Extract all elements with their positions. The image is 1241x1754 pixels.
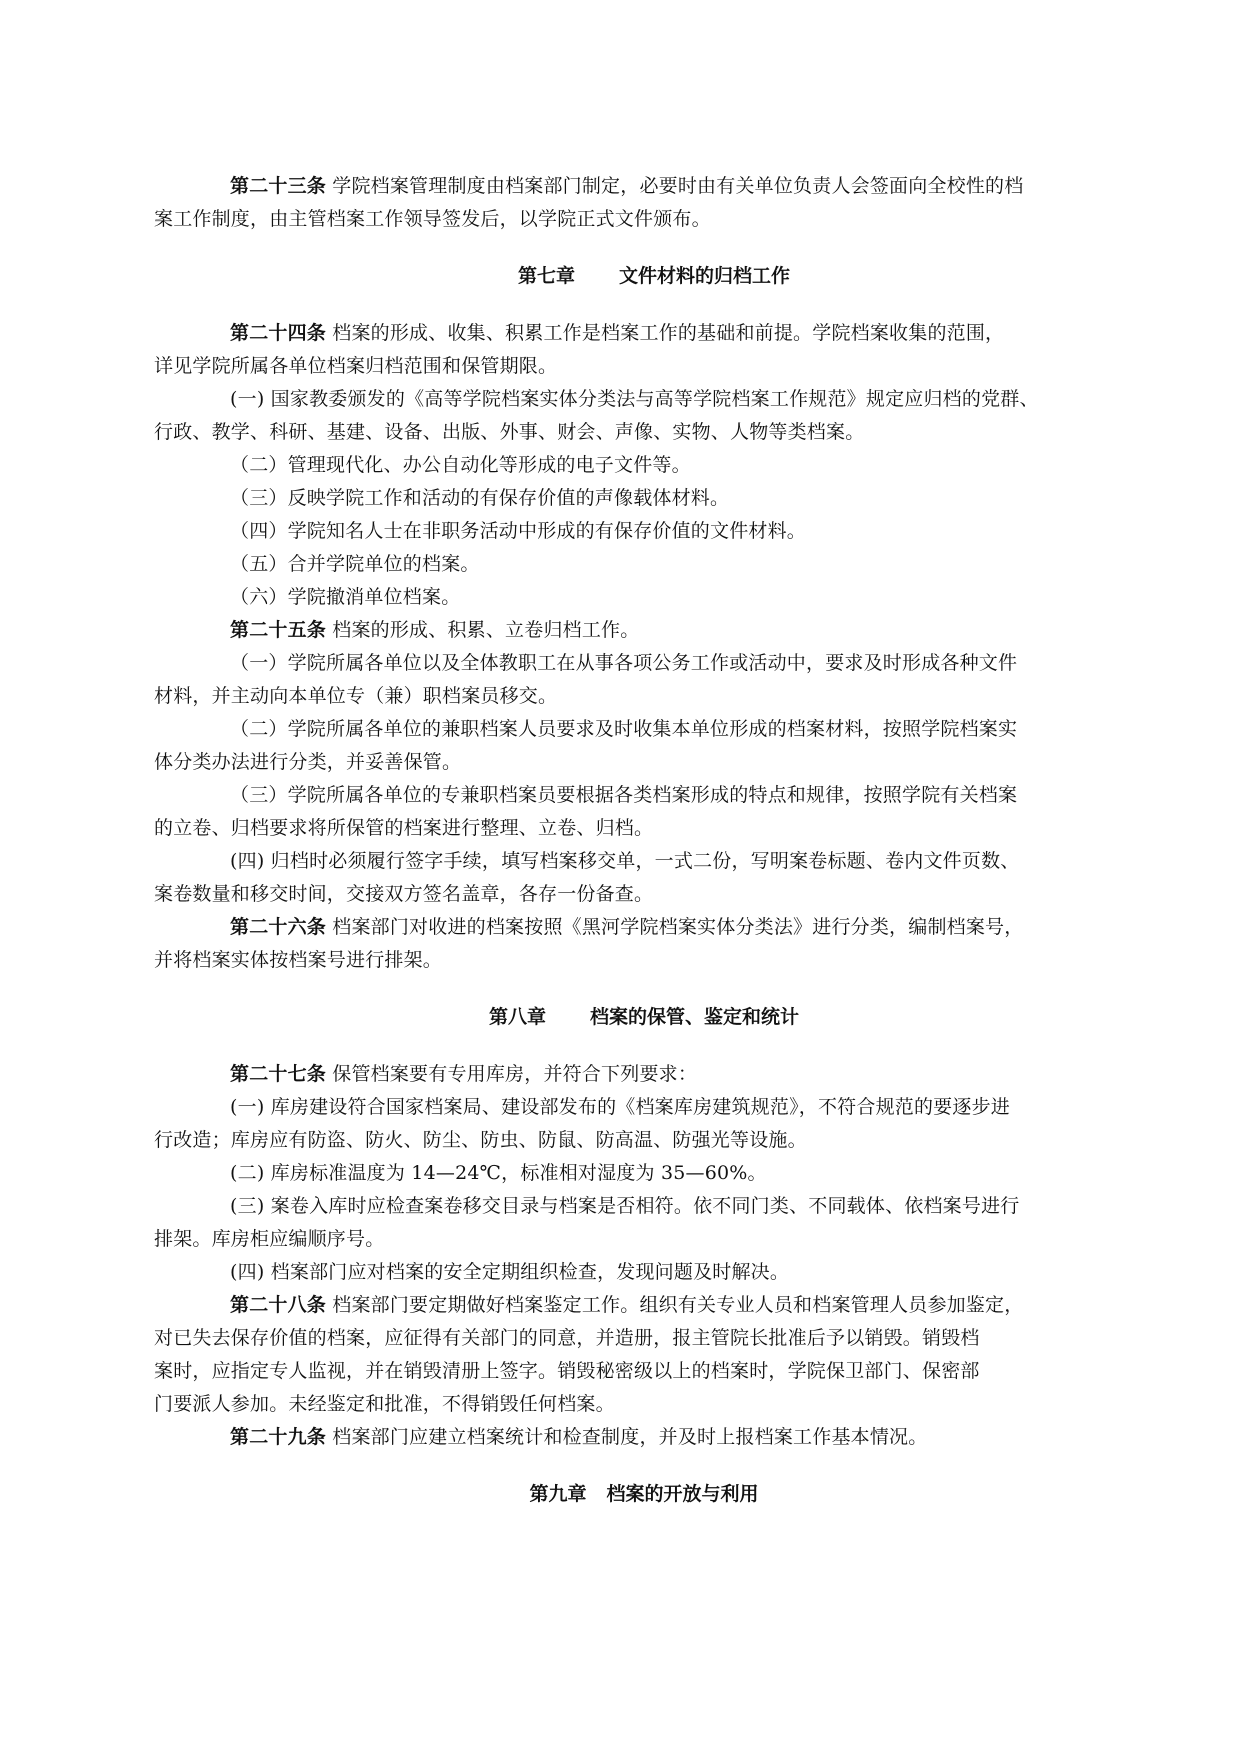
article-29 bbox=[192, 1421, 1096, 1454]
article-text: 对已失去保存价值的档案，应征得有关部门的同意，并造册，报主管院长批准后予以销毁。销毁档 bbox=[154, 1327, 980, 1349]
chapter-title: 文件材料的归档工作 bbox=[619, 265, 791, 287]
list-item: (一) 国家教委颁发的《高等学院档案实体分类法与高等学院档案工作规范》规定应归档的党群、 行政、教学、科研、基建、设备、出版、外事、财会、声像、实物、人物等类档案。 bbox=[154, 388, 1039, 443]
article-label: 第二十九条 bbox=[230, 1426, 327, 1448]
list-item: （二）管理现代化、办公自动化等形成的电子文件等。 bbox=[230, 454, 691, 476]
document-page bbox=[154, 170, 1096, 1511]
article-label: 第二十七条 bbox=[230, 1063, 327, 1085]
list-item: （三）学院所属各单位的专兼职档案员要根据各类档案形成的特点和规律，按照学院有关档案 的立卷、归档要求将所保管的档案进行整理、立卷、归档。 bbox=[154, 784, 1018, 839]
list-item: （四）学院知名人士在非职务活动中形成的有保存价值的文件材料。 bbox=[230, 520, 807, 542]
chapter-7-heading bbox=[192, 260, 1096, 293]
article-28 bbox=[154, 1289, 1096, 1421]
article-text: 案时，应指定专人监视，并在销毁清册上签字。销毁秘密级以上的档案时，学院保卫部门、保密部 bbox=[154, 1360, 980, 1382]
list-item: （三）反映学院工作和活动的有保存价值的声像载体材料。 bbox=[230, 487, 730, 509]
article-text: 门要派人参加。未经鉴定和批准，不得销毁任何档案。 bbox=[154, 1393, 615, 1415]
article-text: 档案部门要定期做好档案鉴定工作。组织有关专业人员和档案管理人员参加鉴定， bbox=[326, 1294, 1024, 1316]
list-item: （六）学院撤消单位档案。 bbox=[230, 586, 461, 608]
list-item: (三) 案卷入库时应检查案卷移交目录与档案是否相符。依不同门类、不同载体、依档案号进行 排架。库房柜应编顺序号。 bbox=[154, 1195, 1020, 1250]
list-item: （一）学院所属各单位以及全体教职工在从事各项公务工作或活动中，要求及时形成各种文件 材料，并主动向本单位专（兼）职档案员移交。 bbox=[154, 652, 1018, 707]
article-text: 档案的形成、收集、积累工作是档案工作的基础和前提。学院档案收集的范围， bbox=[326, 322, 1005, 344]
article-text: 案工作制度，由主管档案工作领导签发后，以学院正式文件颁布。 bbox=[154, 208, 711, 230]
article-label: 第二十三条 bbox=[230, 175, 327, 197]
article-23 bbox=[154, 170, 1096, 236]
chapter-number: 第七章 bbox=[517, 265, 575, 287]
article-24 bbox=[154, 317, 1096, 383]
article-text: 档案部门应建立档案统计和检查制度，并及时上报档案工作基本情况。 bbox=[326, 1426, 928, 1448]
article-label: 第二十六条 bbox=[230, 916, 327, 938]
article-25 bbox=[192, 614, 1096, 647]
chapter-number: 第九章 bbox=[529, 1483, 587, 1505]
list-item: (二) 库房标准温度为 14—24℃，标准相对湿度为 35—60%。 bbox=[230, 1162, 767, 1184]
list-item: (四) 归档时必须履行签字手续，填写档案移交单，一式二份，写明案卷标题、卷内文件页数、 案卷数量和移交时间，交接双方签名盖章，各存一份备查。 bbox=[154, 850, 1020, 905]
list-item: (四) 档案部门应对档案的安全定期组织检查，发现问题及时解决。 bbox=[230, 1261, 790, 1283]
article-text: 档案部门对收进的档案按照《黑河学院档案实体分类法》进行分类，编制档案号， bbox=[326, 916, 1024, 938]
chapter-title: 档案的开放与利用 bbox=[606, 1483, 759, 1505]
list-item: （五）合并学院单位的档案。 bbox=[230, 553, 480, 575]
chapter-number: 第八章 bbox=[488, 1006, 546, 1028]
chapter-9-heading bbox=[192, 1478, 1096, 1511]
article-text: 学院档案管理制度由档案部门制定，必要时由有关单位负责人会签面向全校性的档 bbox=[326, 175, 1024, 197]
list-item: (一) 库房建设符合国家档案局、建设部发布的《档案库房建筑规范》，不符合规范的要逐步进 行改造；库房应有防盗、防火、防尘、防虫、防鼠、防高温、防强光等设施。 bbox=[154, 1096, 1010, 1151]
article-26 bbox=[154, 911, 1096, 977]
article-text: 并将档案实体按档案号进行排架。 bbox=[154, 949, 443, 971]
chapter-8-heading bbox=[192, 1001, 1096, 1034]
article-label: 第二十四条 bbox=[230, 322, 327, 344]
list-item: （二）学院所属各单位的兼职档案人员要求及时收集本单位形成的档案材料，按照学院档案实 体分类办法进行分类，并妥善保管。 bbox=[154, 718, 1018, 773]
article-text: 档案的形成、积累、立卷归档工作。 bbox=[326, 619, 640, 641]
article-27 bbox=[192, 1058, 1096, 1091]
article-text: 保管档案要有专用库房，并符合下列要求： bbox=[326, 1063, 698, 1085]
article-text: 详见学院所属各单位档案归档范围和保管期限。 bbox=[154, 355, 558, 377]
chapter-title: 档案的保管、鉴定和统计 bbox=[590, 1006, 800, 1028]
article-label: 第二十五条 bbox=[230, 619, 327, 641]
article-label: 第二十八条 bbox=[230, 1294, 327, 1316]
